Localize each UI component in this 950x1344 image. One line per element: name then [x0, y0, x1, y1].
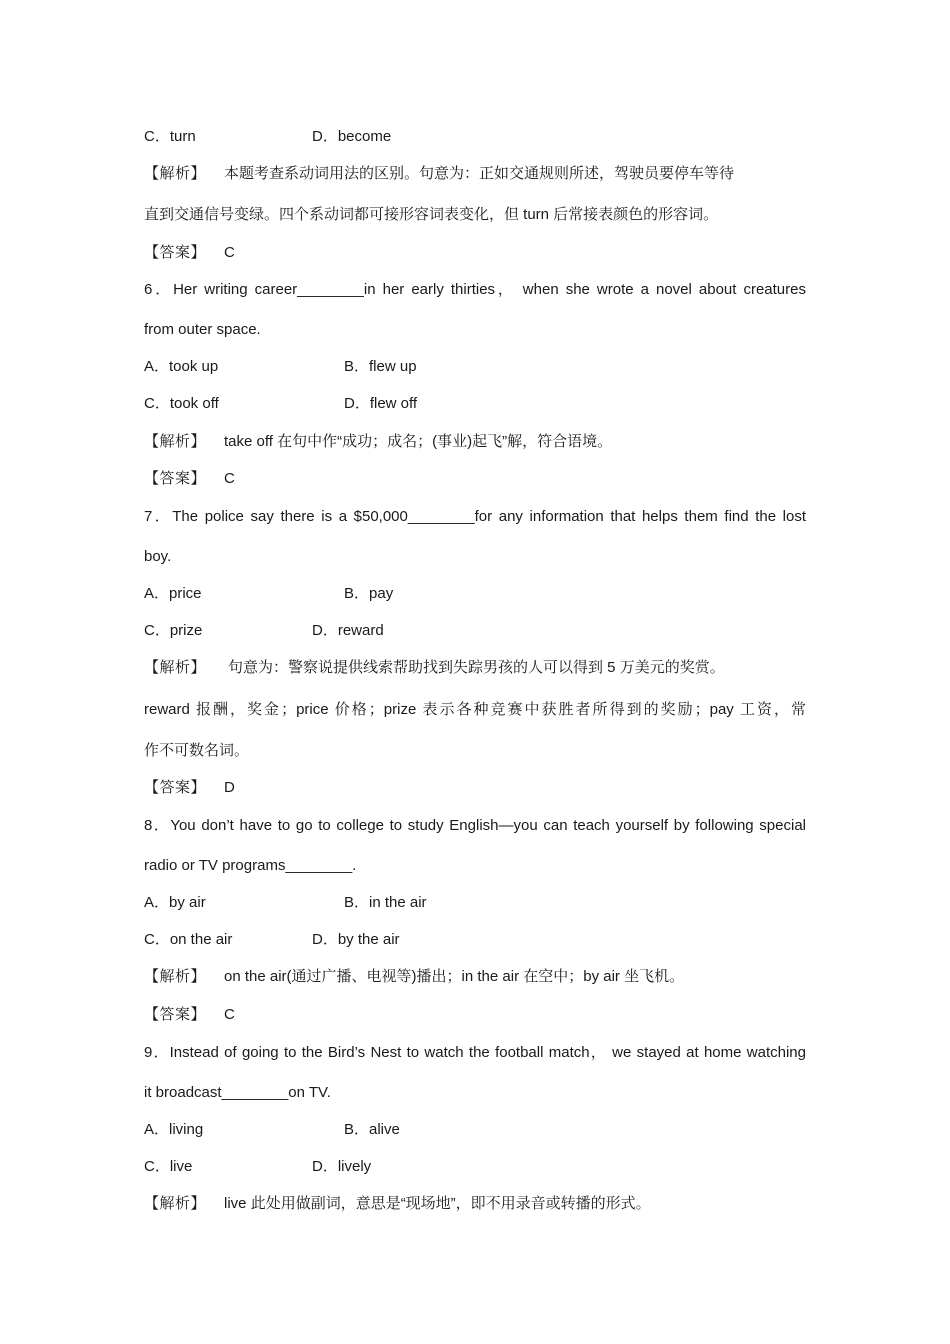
q7-answer [144, 778, 235, 798]
q9-analysis [144, 1194, 651, 1214]
q8-analysis-text-1: on the air(通过广播、电视等)播出；in the air 在空中；by air 坐飞机。 [224, 968, 685, 985]
q7-option-d: D．reward [312, 622, 384, 639]
q6-option-b: B．flew up [344, 358, 417, 375]
q7-option-c: C．prize [144, 622, 203, 639]
q8-stem-line-1: 8．You don’t have to go to college to study English—you can teach yourself by following special [144, 817, 806, 834]
q5-analysis-text-1: 本题考查系动词用法的区别。句意为：正如交通规则所述，驾驶员要停车等待 [224, 165, 735, 182]
q8-option-a: A．by air [144, 894, 206, 911]
q7-analysis [144, 658, 725, 678]
analysis-tag: 【解析】 [144, 968, 207, 985]
q7-answer-value: D [224, 779, 235, 796]
q5-answer [144, 243, 235, 263]
q7-stem-line-2: boy. [144, 548, 172, 565]
q8-analysis [144, 967, 684, 987]
q7-analysis-text-3: 作不可数名词。 [144, 742, 250, 759]
q9-option-b: B．alive [344, 1121, 400, 1138]
q8-stem-line-2: radio or TV programs________. [144, 857, 357, 874]
q7-analysis-text-2: reward 报酬，奖金；price 价格；prize 表示各种竞赛中获胜者所得到的奖励；pay 工资，常 [144, 701, 806, 718]
q8-option-d: D．by the air [312, 931, 400, 948]
q6-stem-line-1: 6．Her writing career________in her early thirties， when she wrote a novel about creatures [144, 281, 806, 298]
q9-option-a: A．living [144, 1121, 204, 1138]
q5-analysis [144, 164, 734, 184]
q9-stem-line-2: it broadcast________on TV. [144, 1084, 331, 1101]
answer-tag: 【答案】 [144, 244, 207, 261]
q6-analysis [144, 432, 612, 452]
answer-tag: 【答案】 [144, 470, 207, 487]
q9-option-c: C．live [144, 1158, 193, 1175]
q7-option-a: A．price [144, 585, 202, 602]
q9-stem-line-1: 9．Instead of going to the Bird’s Nest to watch the football match， we stayed at home watching [144, 1044, 806, 1061]
q6-stem-line-2: from outer space. [144, 321, 261, 338]
analysis-tag: 【解析】 [144, 1195, 207, 1212]
answer-tag: 【答案】 [144, 779, 207, 796]
q9-option-d: D．lively [312, 1158, 372, 1175]
q5-option-c: C．turn [144, 128, 196, 145]
q7-option-b: B．pay [344, 585, 394, 602]
q5-option-d: D．become [312, 128, 392, 145]
q8-answer-value: C [224, 1006, 235, 1023]
q6-answer-value: C [224, 470, 235, 487]
q5-analysis-text-2: 直到交通信号变绿。四个系动词都可接形容词表变化，但 turn 后常接表颜色的形容词。 [144, 206, 719, 223]
q6-answer [144, 469, 235, 489]
q5-answer-value: C [224, 244, 235, 261]
q6-analysis-text-1: take off 在句中作“成功；成名；(事业)起飞”解，符合语境。 [224, 433, 613, 450]
q6-option-d: D．flew off [344, 395, 418, 412]
q7-analysis-text-1: 句意为：警察说提供线索帮助找到失踪男孩的人可以得到 5 万美元的奖赏。 [228, 659, 725, 676]
q6-option-a: A．took up [144, 358, 219, 375]
answer-tag: 【答案】 [144, 1006, 207, 1023]
q9-analysis-text-1: live 此处用做副词，意思是“现场地”，即不用录音或转播的形式。 [224, 1195, 651, 1212]
q8-option-b: B．in the air [344, 894, 427, 911]
q7-stem-line-1: 7．The police say there is a $50,000________for any information that helps them find the lost [144, 508, 806, 525]
analysis-tag: 【解析】 [144, 659, 207, 676]
analysis-tag: 【解析】 [144, 165, 207, 182]
q8-answer [144, 1005, 235, 1025]
q8-option-c: C．on the air [144, 931, 233, 948]
q6-option-c: C．took off [144, 395, 219, 412]
analysis-tag: 【解析】 [144, 433, 207, 450]
